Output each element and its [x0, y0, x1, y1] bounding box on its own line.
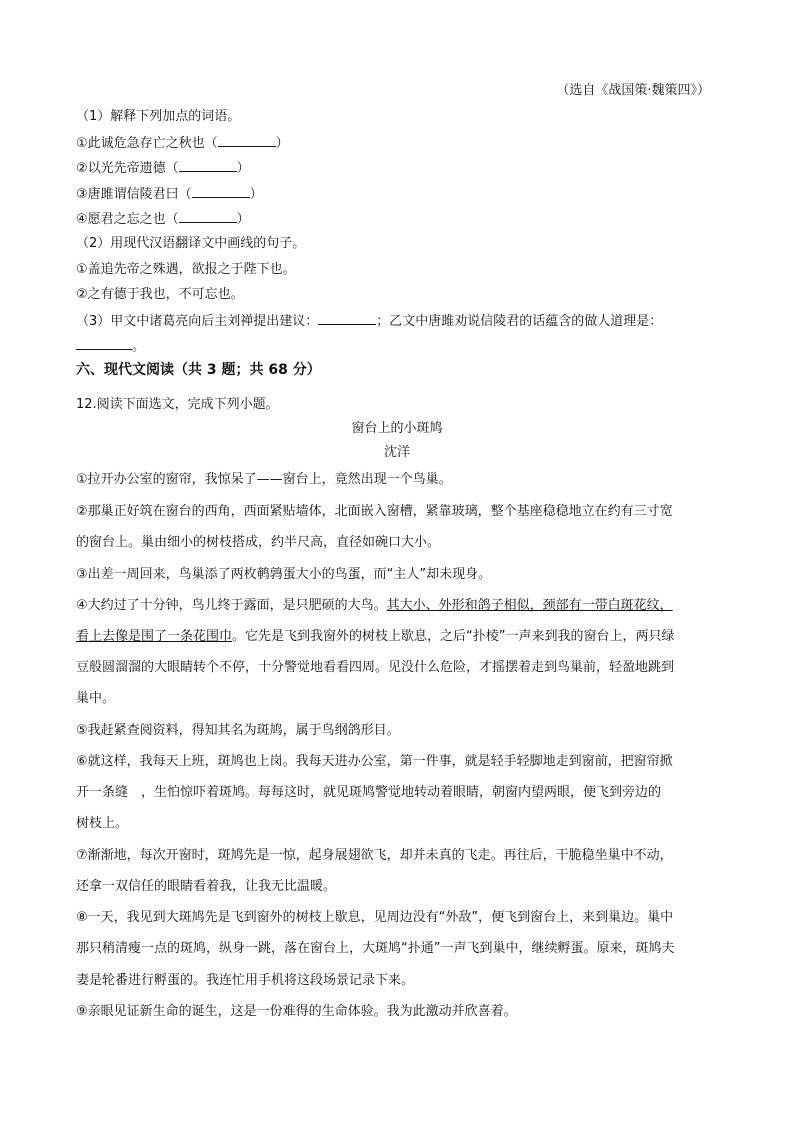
- question-1-item: [76, 185, 263, 204]
- section-heading: 六、现代文阅读（共 3 题；共 68 分）: [76, 362, 321, 378]
- article-line: ⑤我赶紧查阅资料，得知其名为斑鸠，属于鸟纲鸽形目。: [76, 723, 400, 738]
- question-1-item: [76, 159, 250, 178]
- question-3-part2: ；乙文中唐雎劝说信陵君的话蕴含的做人道理是：: [376, 314, 663, 329]
- answer-blank[interactable]: [179, 159, 237, 172]
- item-text: ②以光先帝遗德（: [76, 161, 179, 176]
- article-author: 沈洋: [383, 445, 410, 460]
- answer-blank[interactable]: [76, 337, 132, 350]
- question-3-part3: 。: [132, 339, 146, 354]
- article-line: ①拉开办公室的窗帘，我惊呆了——窗台上，竟然出现一个鸟巢。: [76, 472, 452, 487]
- article-line: ⑦渐渐地，每次开窗时，斑鸠先是一惊，起身展翅欲飞，却并未真的飞走。再往后，干脆稳坐巢中不动，: [76, 848, 673, 863]
- question-3: [76, 312, 662, 331]
- question-2-prompt: （2）用现代汉语翻译文中画线的句子。: [76, 236, 306, 251]
- question-2-item: ①盖追先帝之殊遇，欲报之于陛下也。: [76, 262, 296, 277]
- article-line: ⑨亲眼见证新生命的诞生，这是一份难得的生命体验。我为此激动并欣喜着。: [76, 1004, 517, 1019]
- question-1-prompt: （1）解释下列加点的词语。: [76, 109, 241, 124]
- article-line: [76, 590, 722, 621]
- underlined-sentence: 其大小、外形和鸽子相似，颈部有一带白斑花纹，: [386, 598, 673, 613]
- article-line: 开一条缝 ，生怕惊吓着斑鸠。每每这时，就见斑鸠警觉地转动着眼睛，朝窗内望两眼，便飞到旁边的: [76, 785, 662, 800]
- item-text: ④愿君之忘之也（: [76, 212, 179, 227]
- article-text: 。它先是飞到我窗外的树枝上歇息，之后“扑棱”一声来到我的窗台上，两只绿: [232, 629, 675, 644]
- item-close: ）: [236, 212, 250, 227]
- article-line: 妻是轮番进行孵蛋的。我连忙用手机将这段场景记录下来。: [76, 973, 415, 988]
- article-line: 那只稍清瘦一点的斑鸠，纵身一跳，落在窗台上，大斑鸠“扑通”一声飞到巢中，继续孵蛋。原来，斑鸠夫: [76, 941, 675, 956]
- article-line: ②那巢正好筑在窗台的西角，西面紧贴墙体，北面嵌入窗槽，紧靠玻璃，整个基座稳稳地立在约有三寸宽: [76, 504, 673, 519]
- article-line: [76, 621, 722, 652]
- article-line: 的窗台上。巢由细小的树枝搭成，约半尺高，直径如碗口大小。: [76, 535, 441, 550]
- item-close: ）: [249, 187, 263, 202]
- question-12-intro: 12.阅读下面选文，完成下列小题。: [76, 397, 279, 412]
- article-title: 窗台上的小斑鸠: [351, 421, 443, 436]
- article-line: ⑥就这样，我每天上班，斑鸠也上岗。我每天进办公室，第一件事，就是轻手轻脚地走到窗前，把窗帘掀: [76, 754, 673, 769]
- article-line: 豆般圆溜溜的大眼睛转个不停，十分警觉地看看四周。见没什么危险，才摇摆着走到鸟巢前，轻盈地跳到: [76, 660, 675, 675]
- answer-blank[interactable]: [179, 210, 237, 223]
- question-3-cont: [76, 337, 145, 356]
- article-line: 树枝上。: [76, 816, 129, 831]
- question-3-part1: （3）甲文中诸葛亮向后主刘禅提出建议：: [76, 314, 319, 329]
- article-line: ③出差一周回来，鸟巢添了两枚鹌鹑蛋大小的鸟蛋，而“主人”却未现身。: [76, 567, 492, 582]
- answer-blank[interactable]: [218, 134, 276, 147]
- article-text: ④大约过了十分钟，鸟儿终于露面，是只肥硕的大鸟。: [76, 598, 387, 613]
- answer-blank[interactable]: [318, 312, 376, 325]
- item-close: ）: [236, 161, 250, 176]
- answer-blank[interactable]: [192, 185, 250, 198]
- question-2-item: ②之有德于我也，不可忘也。: [76, 287, 244, 302]
- article-line: 巢中。: [76, 691, 116, 706]
- article-line: 还拿一双信任的眼睛看着我，让我无比温暖。: [76, 879, 337, 894]
- item-text: ①此诚危急存亡之秋也（: [76, 136, 218, 151]
- question-1-item: [76, 134, 289, 153]
- item-text: ③唐雎谓信陵君曰（: [76, 187, 192, 202]
- article-line: ⑧一天，我见到大斑鸠先是飞到窗外的树枝上歇息，见周边没有“外敌”，便飞到窗台上，来到巢边。巢中: [76, 910, 674, 925]
- question-1-item: [76, 210, 250, 229]
- source-citation: （选自《战国策·魏策四》）: [556, 83, 710, 98]
- underlined-sentence: 看上去像是围了一条花围巾: [76, 629, 233, 644]
- item-close: ）: [275, 136, 289, 151]
